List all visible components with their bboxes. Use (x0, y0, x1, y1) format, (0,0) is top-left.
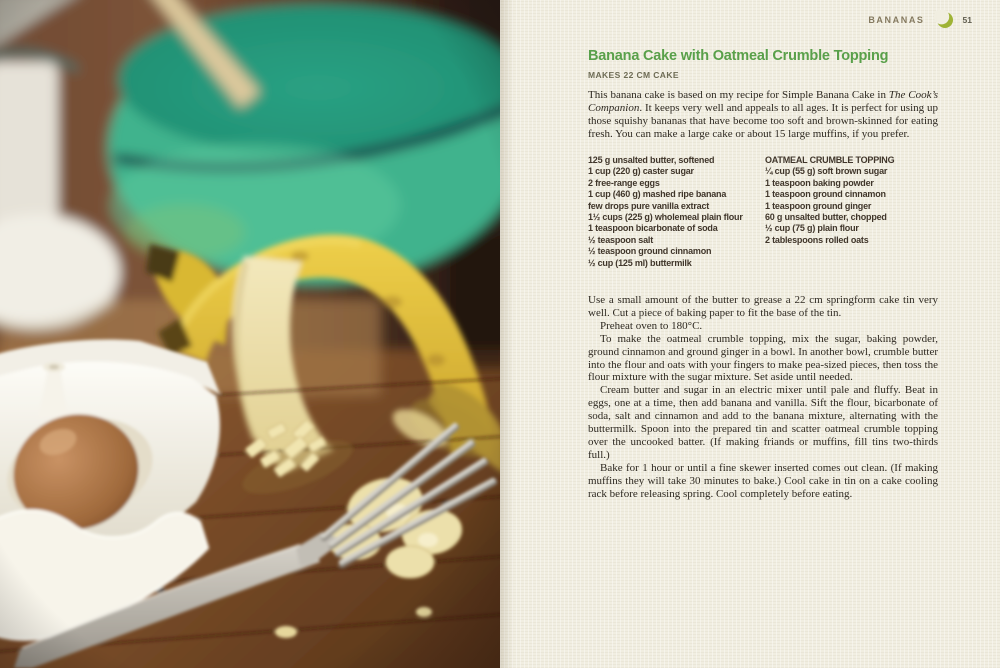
method-paragraph: Cream butter and sugar in an electric mixer until pale and fluffy. Beat in eggs, one at a time, then add banana and vanilla. Sift the flour, bicarbonate of soda, salt and cinnamon and add to the banana mixture, alternating with the buttermilk. Spoon into the prepared tin and scatter oatmeal crumble topping over the uncooked batter. (If making friands or muffins, fill tins two-thirds full.) (588, 384, 938, 461)
topping-ingredient-line: ½ cup (75 g) plain flour (765, 223, 859, 234)
recipe-page (500, 0, 1000, 668)
method-paragraph: Bake for 1 hour or until a fine skewer inserted comes out clean. (If making muffins they will take 30 minutes to bake.) Cool cake in tin on a cake cooling rack before releasing spring. Cool completely before eating. (588, 461, 938, 500)
ingredient-line: ½ teaspoon salt (588, 234, 654, 245)
ingredient-line: 1 cup (220 g) caster sugar (588, 166, 694, 177)
method-paragraph: Preheat oven to 180°C. (600, 319, 703, 332)
ingredient-line: ½ cup (125 ml) buttermilk (588, 257, 692, 268)
ingredient-line: 1 teaspoon bicarbonate of soda (588, 223, 718, 234)
banana-crescent-icon (934, 10, 954, 30)
intro-paragraph (588, 89, 938, 141)
topping-ingredient-line: 1 teaspoon baking powder (765, 177, 874, 188)
running-header (868, 10, 972, 30)
topping-ingredient-list (765, 155, 940, 269)
topping-ingredient-line: 2 tablespoons rolled oats (765, 234, 869, 245)
intro-text: This banana cake is based on my recipe for Simple Banana Cake in (588, 89, 889, 101)
topping-heading: OATMEAL CRUMBLE TOPPING (765, 155, 895, 165)
intro-book-title: The Cook’s Companion (588, 89, 938, 114)
method-paragraph: To make the oatmeal crumble topping, mix the sugar, baking powder, ground cinnamon and ground ginger in a bowl. In another bowl, crumble butter into the flour and oats with your fingers to make pea-sized pieces, then toss the flour mixture with the sugar mixture. Set aside until needed. (588, 332, 938, 384)
topping-ingredient-line: 60 g unsalted butter, chopped (765, 212, 887, 223)
ingredient-line: 125 g unsalted butter, softened (588, 155, 715, 165)
method-section (588, 294, 938, 501)
yield-line: MAKES 22 CM CAKE (588, 70, 679, 80)
page-number: 51 (962, 15, 972, 25)
topping-ingredient-line: ¼ cup (55 g) soft brown sugar (765, 166, 888, 177)
ingredient-list (588, 155, 765, 269)
recipe-title: Banana Cake with Oatmeal Crumble Topping (588, 48, 889, 64)
ingredient-line: 1½ cups (225 g) wholemeal plain flour (588, 212, 743, 223)
ingredient-line: 1 cup (460 g) mashed ripe banana (588, 189, 727, 200)
page-gutter-shadow (500, 0, 514, 668)
ingredients-section (588, 155, 940, 269)
section-label: BANANAS (868, 15, 925, 25)
topping-ingredient-line: 1 teaspoon ground cinnamon (765, 189, 886, 200)
ingredient-line: few drops pure vanilla extract (588, 200, 710, 211)
method-paragraph: Use a small amount of the butter to grease a 22 cm springform cake tin very well. Cut a piece of baking paper to fit the base of the tin. (588, 294, 938, 319)
ingredient-line: ½ teaspoon ground cinnamon (588, 246, 712, 257)
intro-text: . It keeps very well and appeals to all ages. It is perfect for using up those squishy bananas that have become too soft and brown-skinned for eating fresh. You can make a large cake or about 15 large muffins, if you prefer. (588, 102, 938, 140)
ingredient-line: 2 free-range eggs (588, 177, 660, 188)
topping-ingredient-line: 1 teaspoon ground ginger (765, 200, 872, 211)
